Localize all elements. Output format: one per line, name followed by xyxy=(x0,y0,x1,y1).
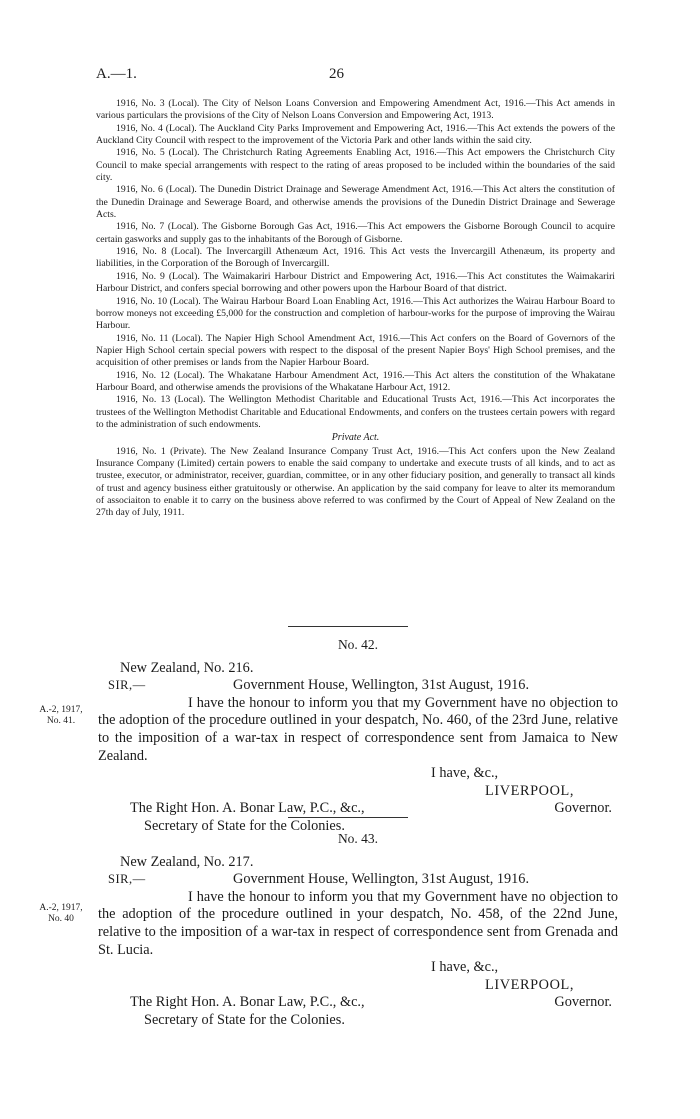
closing: I have, &c., xyxy=(431,765,499,782)
despatch-location-date: Government House, Wellington, 31st August, 1916. xyxy=(233,871,530,888)
signer-title: Governor. xyxy=(554,994,612,1011)
addressee-title: Secretary of State for the Colonies. xyxy=(144,1011,345,1028)
act-entry: 1916, No. 5 (Local). The Christchurch Rating Agreements Enabling Act, 1916.—This Act empowers the Christchurch City Council to make special arrangements with respect to the rating of areas proposed to be included within the boundaries of the said city. xyxy=(96,147,615,184)
act-entry: 1916, No. 8 (Local). The Invercargill Athenæum Act, 1916. This Act vests the Invercargill Athenæum, its property and liabilities, in the Corporation of the Borough of Invercargill. xyxy=(96,246,615,270)
signer-name: LIVERPOOL, xyxy=(485,782,574,799)
act-entry: 1916, No. 12 (Local). The Whakatane Harbour Amendment Act, 1916.—This Act alters the constitution of the Whakatane Harbour Board, and otherwise amends the provisions of the Whakatane Harbour Act, 1912. xyxy=(96,369,615,393)
act-entry: 1916, No. 13 (Local). The Wellington Methodist Charitable and Educational Trusts Act, 1916.—This Act incorporates the trustees of the Wellington Methodist Charitable and Educational Endowments, and confers on the trustees certain powers with regard to the administration of such endowments. xyxy=(96,394,615,430)
salutation: SIR,— xyxy=(108,678,146,693)
despatch-43 xyxy=(98,830,618,1030)
addressee: The Right Hon. A. Bonar Law, P.C., &c., xyxy=(130,800,365,817)
despatch-number: No. 42. xyxy=(337,637,379,652)
act-entry: 1916, No. 11 (Local). The Napier High School Amendment Act, 1916.—This Act confers on the Board of Governors of the Napier High School certain special powers with respect to the disposal of the present Napier Boys' High School premises, and the acquisition of other premises or lands from the Napier Harbour Board. xyxy=(96,332,615,369)
act-entry: 1916, No. 3 (Local). The City of Nelson Loans Conversion and Empowering Amendment Act, 1916.—This Act amends in various particulars the provisions of the City of Nelson Loans Conversion and Empowering Act, 1913. xyxy=(96,98,615,122)
margin-reference: A.-2, 1917, No. 41. xyxy=(39,705,83,726)
despatch-number: No. 43. xyxy=(337,831,379,846)
acts-summary xyxy=(96,98,615,520)
act-entry: 1916, No. 10 (Local). The Wairau Harbour Board Loan Enabling Act, 1916.—This Act authorizes the Wairau Harbour Board to borrow moneys not exceeding £5,000 for the construction and completion of harbour-works for the purpose of improving the Wairau Harbour. xyxy=(96,295,615,332)
section-divider xyxy=(288,626,408,627)
private-act-heading: Private Act. xyxy=(331,432,380,444)
document-reference: A.—1. xyxy=(96,66,137,82)
act-entry: 1916, No. 6 (Local). The Dunedin District Drainage and Sewerage Amendment Act, 1916.—This Act alters the constitution of the Dunedin Drainage and Sewerage Board, and otherwise amends the provisions of the Dunedin District Drainage and Sewerage Acts. xyxy=(96,184,615,221)
act-entry: 1916, No. 7 (Local). The Gisborne Borough Gas Act, 1916.—This Act empowers the Gisborne Borough Council to acquire certain gasworks and supply gas to the inhabitants of the Borough of Gisborne. xyxy=(96,221,615,245)
act-entry: 1916, No. 4 (Local). The Auckland City Parks Improvement and Empowering Act, 1916.—This Act extends the powers of the Auckland City Council with respect to the improvement of the Victoria Park and other lands within the said city. xyxy=(96,122,615,147)
despatch-country: New Zealand, No. 217. xyxy=(120,853,254,870)
salutation: SIR,— xyxy=(108,872,146,887)
page-header xyxy=(96,66,616,86)
addressee: The Right Hon. A. Bonar Law, P.C., &c., xyxy=(130,994,365,1011)
act-entry: 1916, No. 9 (Local). The Waimakariri Harbour District and Empowering Act, 1916.—This Act constitutes the Waimakariri Harbour District, and confers special borrowing and other powers upon the Harbour Board of that district. xyxy=(96,270,615,295)
addressee-title: Secretary of State for the Colonies. xyxy=(144,817,345,834)
despatch-body: I have the honour to inform you that my Government have no objection to the adoption of the procedure outlined in your despatch, No. 458, of the 22nd June, relative to the imposition of a war-tax in respect of correspondence sent from Grenada and St. Lucia. xyxy=(98,888,618,958)
page-number: 26 xyxy=(329,66,344,82)
despatch-body: I have the honour to inform you that my Government have no objection to the adoption of the procedure outlined in your despatch, No. 460, of the 23rd June, relative to the imposition of a war-tax in respect of correspondence sent from Jamaica to New Zealand. xyxy=(98,694,618,764)
despatch-location-date: Government House, Wellington, 31st August, 1916. xyxy=(233,677,530,694)
section-divider xyxy=(288,817,408,818)
despatch-42 xyxy=(98,636,618,836)
closing: I have, &c., xyxy=(431,959,499,976)
signer-name: LIVERPOOL, xyxy=(485,976,574,993)
despatch-country: New Zealand, No. 216. xyxy=(120,659,254,676)
signer-title: Governor. xyxy=(554,800,612,817)
private-act-entry: 1916, No. 1 (Private). The New Zealand Insurance Company Trust Act, 1916.—This Act confers upon the New Zealand Insurance Company (Limited) certain powers to enable the said company to undertake and execute trusts of all kinds, and to act as trustee, executor, or administrator, receiver, guardian, committee, or in any other fiduciary position, and generally to transact all kinds of trust and agency business either gratuitously or otherwise. An application by the said company for leave to alter its memorandum of associaiton to enable it to carry on the business above referred to was confirmed by the Court of Appeal of New Zealand on the 27th day of July, 1911. xyxy=(96,445,615,519)
margin-reference: A.-2, 1917, No. 40 xyxy=(39,903,83,924)
